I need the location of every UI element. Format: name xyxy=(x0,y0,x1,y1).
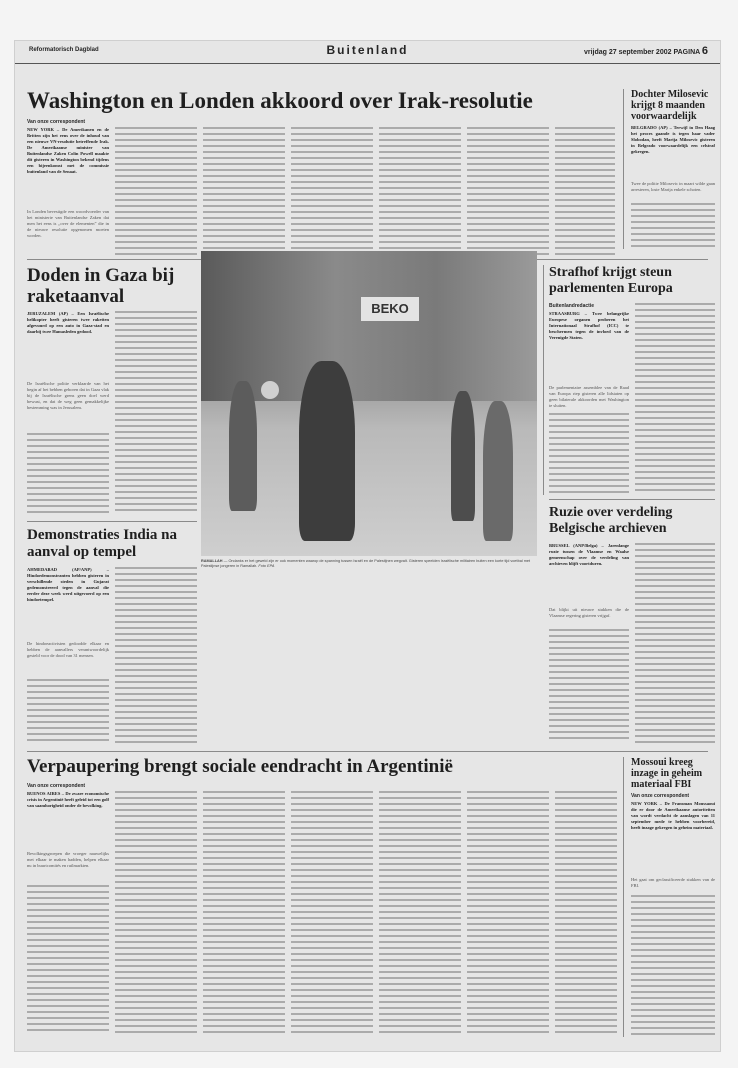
argentinie-column-7 xyxy=(555,791,617,1035)
strafhof-byline: Buitenlandredactie xyxy=(549,303,595,309)
argentinie-headline: Verpaupering brengt sociale eendracht in Argentinië xyxy=(27,756,453,777)
argentinie-column-4 xyxy=(291,791,373,1035)
gaza-column-1b xyxy=(27,433,109,515)
ruzie-body: Dat blijkt uit nieuwe stukken die de Vlaamse regering gisteren vrijgaf. xyxy=(549,607,629,618)
irak-byline: Van onze correspondent xyxy=(27,119,86,125)
photo-wall xyxy=(201,251,537,401)
milosevic-column xyxy=(631,203,715,251)
strafhof-lead: STRAASBURG – Twee belangrijke Europese organen proberen het Internationaal Strafhof (ICC) te beschermen tegen de invloed van de Verenigde Staten. xyxy=(549,311,629,340)
india-lead: AHMEDABAD (AP/ANP) – Hindoedemonstranten hebben gisteren in verschillende steden in Gujarat gedemonstreerd tegen de aanval die eerder deze week werd uitgevoerd op een hindoetempel. xyxy=(27,567,109,602)
mossad-column xyxy=(631,895,715,1035)
ruzie-column-2 xyxy=(635,543,715,743)
argentinie-body: Bevolkingsgroepen die vroeger nauwelijks met elkaar te maken hadden, helpen elkaar nu in buurtcomités en ruilmarkten. xyxy=(27,851,109,868)
argentinie-column-2 xyxy=(115,791,197,1035)
photo-boy-right-1 xyxy=(451,391,475,521)
irak-column-7 xyxy=(555,127,615,255)
irak-column-3 xyxy=(203,127,285,255)
irak-lead: NEW YORK – De Amerikanen en de Britten zijn het eens over de inhoud van een nieuwe VN-resolutie betreffende Irak. De Amerikaanse minister van Buitenlandse Zaken Colin Powell maakte dit gisteren in Washington bekend tijdens een bijeenkomst met de commissie buitenland van de Senaat. xyxy=(27,127,109,174)
strafhof-headline: Strafhof krijgt steun parlementen Europa xyxy=(549,265,673,296)
column-divider xyxy=(623,757,624,1037)
section-divider xyxy=(27,521,197,522)
date: vrijdag 27 september 2002 xyxy=(583,49,672,56)
argentinie-column-6 xyxy=(467,791,549,1035)
mossad-lead: NEW YORK – De Fransman Moussaoui die er door de Amerikaanse autoriteiten van wordt verdacht de aanslagen van 11 september mede te hebben voorbereid, heeft inzage gekregen in geheim materiaal. xyxy=(631,801,715,830)
ruzie-headline: Ruzie over verdeling Belgische archieven xyxy=(549,505,673,536)
photo-credit: Foto EPA xyxy=(258,564,275,568)
page-number: 6 xyxy=(701,45,708,57)
section-title: Buitenland xyxy=(326,43,409,57)
irak-column-6 xyxy=(467,127,549,255)
photo-soldier xyxy=(299,361,355,541)
gaza-headline: Doden in Gaza bij raketaanval xyxy=(27,265,175,307)
column-divider xyxy=(623,89,624,249)
mossad-byline: Van onze correspondent xyxy=(631,793,690,799)
milosevic-headline: Dochter Milosevic krijgt 8 maanden voorwaardelijk xyxy=(631,89,709,122)
news-photo xyxy=(201,251,537,556)
argentinie-column-3 xyxy=(203,791,285,1035)
section-divider xyxy=(549,499,715,500)
column-divider xyxy=(543,265,544,495)
india-headline: Demonstraties India na aanval op tempel xyxy=(27,527,178,560)
date-line xyxy=(584,45,708,57)
strafhof-column-2 xyxy=(635,303,715,493)
irak-column-4 xyxy=(291,127,373,255)
irak-column-5 xyxy=(379,127,461,255)
argentinie-lead: BUENOS AIRES – De zware economische crisis in Argentinië heeft geleid tot een golf van saamhorigheid onder de bevolking. xyxy=(27,791,109,808)
argentinie-column-5 xyxy=(379,791,461,1035)
photo-caption: RAMALLAH — Ondanks er het geweld zijn er ook momenten waarop de spanning tussen Israël en de Palestijnen wegvalt. Gisteren speelden Israëlische militairen buiten een korte tijd voetbal met Palestijnse jongeren in Ramallah. Foto EPA xyxy=(201,559,531,568)
irak-body: In Londen bevestigde een woordvoerder van het ministerie van Buitenlandse Zaken dat men het eens is ,,over de elementen” die in de nieuwe resolutie opgenomen moeten worden. xyxy=(27,209,109,238)
argentinie-byline: Van onze correspondent xyxy=(27,783,86,789)
gaza-column-2 xyxy=(115,311,197,515)
milosevic-lead: BELGRADO (AP) – Terwijl in Den Haag het proces gaande is tegen haar vader Slobodan, heeft Marija Milosevic gisteren in Belgrado voorwaardelijk een celstraf gekregen. xyxy=(631,125,715,154)
publication-name: Reformatorisch Dagblad xyxy=(29,47,99,53)
irak-headline: Washington en Londen akkoord over Irak-resolutie xyxy=(27,88,533,113)
india-column-2 xyxy=(115,567,197,743)
milosevic-body: Twee de politie Milosevic in maart wilde gaan arresteren, loste Marija enkele schoten. xyxy=(631,181,715,192)
ruzie-lead: BRUSSEL (ANP/Belga) – Jarenlange ruzie tussen de Vlaamse en Waalse gemeenschap over de verdeling van archieven blijft voortduren. xyxy=(549,543,629,566)
mossad-body: Het gaat om geclassificeerde stukken van de FBI. xyxy=(631,877,715,888)
page-header xyxy=(15,41,720,64)
strafhof-body: De parlementaire assemblee van de Raad van Europa riep gisteren alle lidstaten op geen bilaterale akkoorden met Washington te sluiten. xyxy=(549,385,629,408)
gaza-lead: JERUZALEM (AP) – Een Israëlische helikopter heeft gisteren twee raketten afgevuurd op een auto in Gaza-stad en daarbij twee Hamasleden gedood. xyxy=(27,311,109,334)
ball-icon xyxy=(261,381,279,399)
mossad-headline: Mossoui kreeg inzage in geheim materiaal FBI xyxy=(631,757,703,790)
section-divider xyxy=(27,751,708,752)
caption-text: Ondanks er het geweld zijn er ook momenten waarop de spanning tussen Israël en de Palestijnen wegvalt. Gisteren speelden Israëlische militairen buiten een korte tijd voetbal met Palestijnse jongeren in Ramallah. xyxy=(201,559,531,568)
argentinie-column-1b xyxy=(27,885,109,1035)
india-body: De hindoeactivisten gedoodde elkaar en hebben de aanvallers verantwoordelijk gesteld voor de dood van 31 mensen. xyxy=(27,641,109,658)
page-label: PAGINA xyxy=(673,49,700,56)
irak-column-2 xyxy=(115,127,197,255)
caption-label: RAMALLAH xyxy=(201,559,223,563)
india-column-1b xyxy=(27,679,109,743)
photo-boy-left xyxy=(229,381,257,511)
gaza-body: De Israëlische politie verklaarde van het begin af het bebben geboren dat in Gaza vlak bij de Israëlische grens geen doel werd bewust, en dat de weg geen gemakkelijke bestemming was in Jerusalem. xyxy=(27,381,109,410)
photo-sign: BEKO xyxy=(361,297,419,321)
newspaper-page xyxy=(14,40,721,1052)
strafhof-column-1b xyxy=(549,413,629,493)
photo-boy-right-2 xyxy=(483,401,513,541)
ruzie-column-1b xyxy=(549,629,629,743)
